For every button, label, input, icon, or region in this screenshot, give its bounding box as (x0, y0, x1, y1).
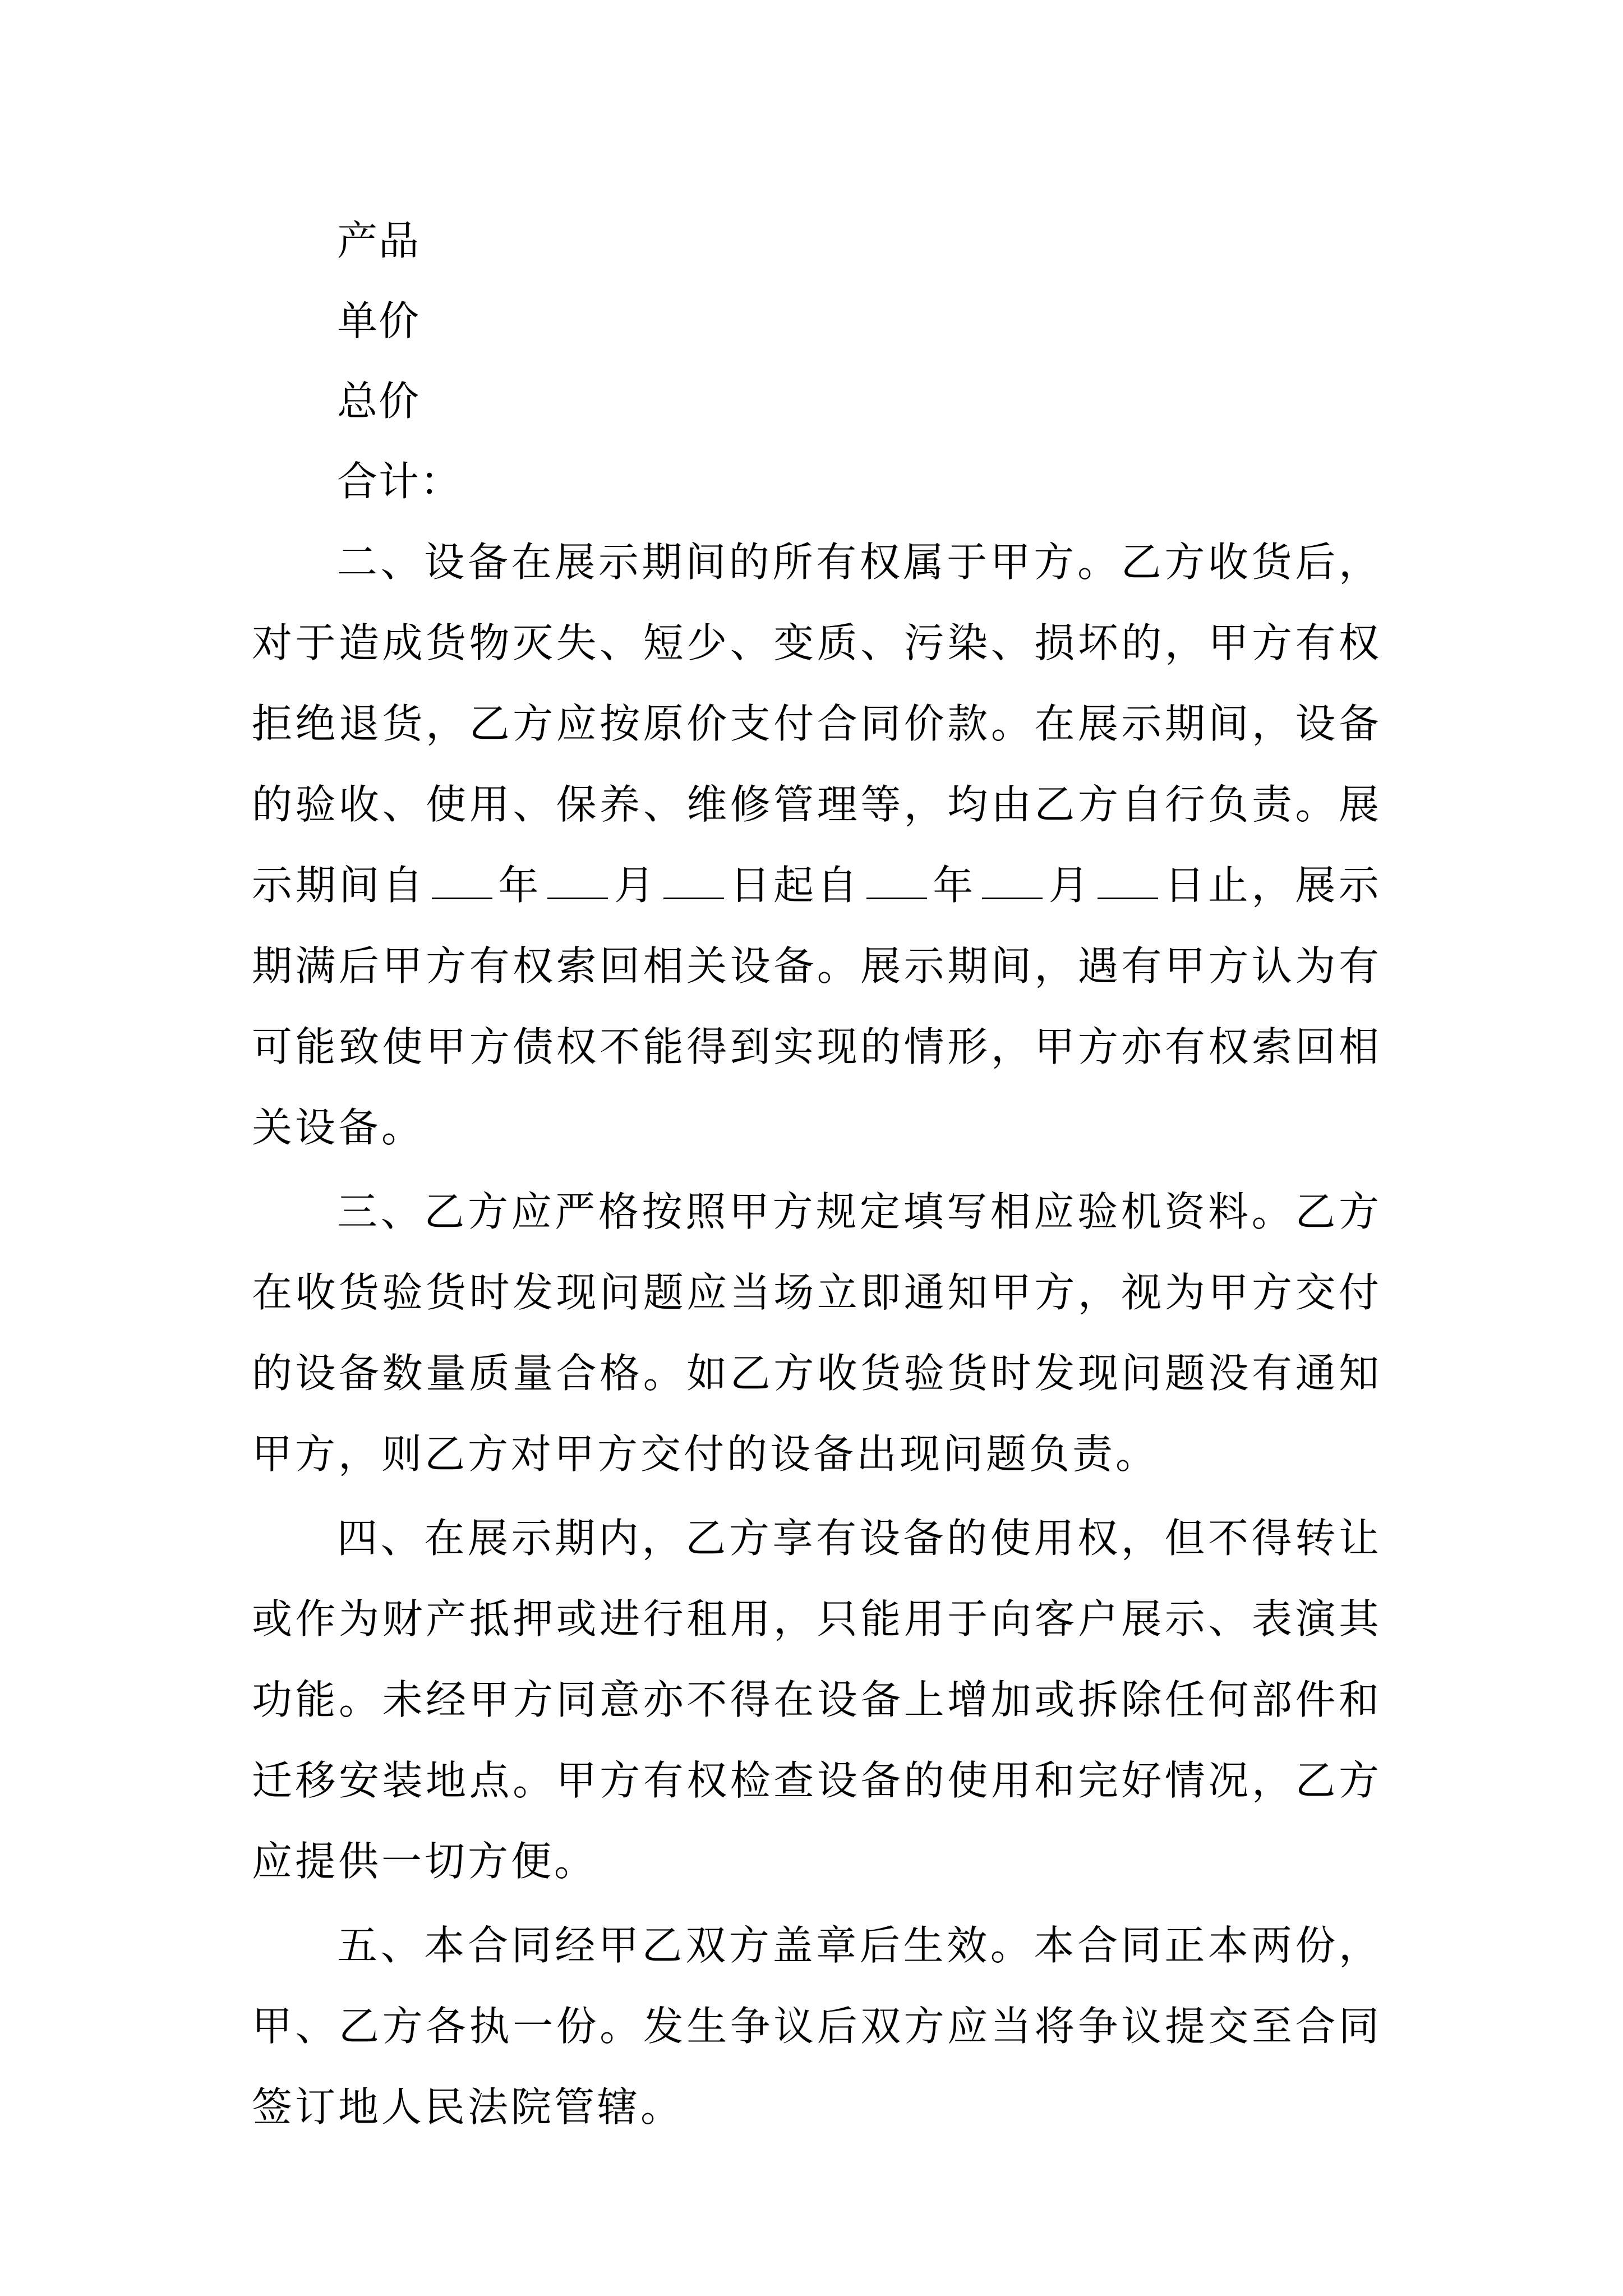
item-unit-price: 单价 (337, 297, 421, 344)
clause-4: 四、在展示期内，乙方享有设备的使用权，但不得转让或作为财产抵押或进行租用，只能用于向客户展示、表演其功能。未经甲方同意亦不得在设备上增加或拆除任何部件和迁移安装地点。甲方有权检查设备的使用和完好情况，乙方应提供一切方便。 (252, 1515, 1382, 1885)
blank-field (1098, 861, 1158, 899)
blank-field (432, 861, 492, 899)
clause-2 (252, 522, 1382, 1168)
clause-2-year-1: 年 (497, 862, 542, 909)
blank-field (982, 861, 1043, 899)
clause-2-year-2: 年 (932, 862, 976, 909)
contract-body (252, 201, 1382, 2147)
clause-2-part1: 二、设备在展示期间的所有权属于甲方。乙方收货后，对于造成货物灭失、短少、变质、污染、损坏的，甲方有权拒绝退货，乙方应按原价支付合同价款。在展示期间，设备的验收、使用、保养、维修管理等，均由乙方自行负责。展示期间自 (252, 539, 1382, 909)
item-sum: 合计： (337, 458, 462, 505)
item-product: 产品 (337, 217, 421, 264)
clause-3: 三、乙方应严格按照甲方规定填写相应验机资料。乙方在收货验货时发现问题应当场立即通知甲方，视为甲方交付的设备数量质量合格。如乙方收货验货时发现问题没有通知甲方，则乙方对甲方交付的设备出现问题负责。 (252, 1188, 1382, 1478)
clause-2-day-1: 日起自 (729, 862, 861, 909)
clause-2-part2: 日止，展示期满后甲方有权索回相关设备。展示期间，遇有甲方认为有可能致使甲方债权不能得到实现的情形，甲方亦有权索回相关设备。 (252, 862, 1382, 1151)
clause-2-month-2: 月 (1048, 862, 1092, 909)
clause-5: 五、本合同经甲乙双方盖章后生效。本合同正本两份，甲、乙方各执一份。发生争议后双方应当将争议提交至合同签订地人民法院管辖。 (252, 1922, 1382, 2131)
blank-field (866, 861, 927, 899)
clause-2-month-1: 月 (614, 862, 658, 909)
blank-field (663, 861, 724, 899)
blank-field (547, 861, 608, 899)
item-total-price: 总价 (337, 378, 421, 425)
